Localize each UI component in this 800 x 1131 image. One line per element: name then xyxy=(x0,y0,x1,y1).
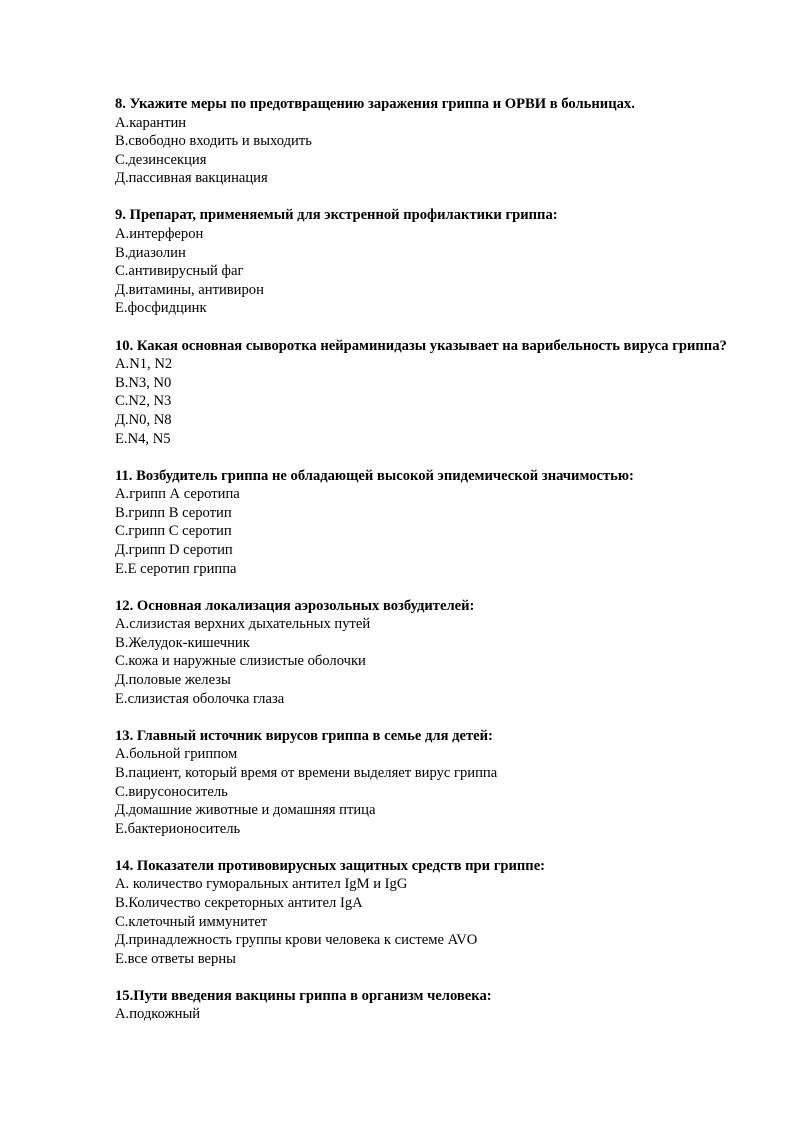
answer-option: Д.витамины, антивирон xyxy=(115,281,264,298)
answer-option: А.карантин xyxy=(115,114,187,131)
question-title: 9. Препарат, применяемый для экстренной профилактики гриппа: xyxy=(115,207,558,224)
answer-option: А.подкожный xyxy=(115,1006,201,1023)
answer-option: А.интерферон xyxy=(115,226,204,243)
answer-option: В.пациент, который время от времени выделяет вирус гриппа xyxy=(115,764,498,781)
question-11 xyxy=(115,467,745,579)
answer-option: Д.грипп D серотип xyxy=(115,541,233,558)
answer-option: А.слизистая верхних дыхательных путей xyxy=(115,616,371,633)
answer-option: С.антивирусный фаг xyxy=(115,263,244,280)
answer-option: В.грипп В серотип xyxy=(115,504,232,521)
answer-option: В.N3, N0 xyxy=(115,374,172,391)
answer-option: А. количество гуморальных антител IgM и IgG xyxy=(115,876,408,893)
question-10 xyxy=(115,337,745,449)
answer-option: Д.принадлежность группы крови человека к системе AVO xyxy=(115,932,478,949)
answer-option: С.клеточный иммунитет xyxy=(115,913,268,930)
answer-option: С.дезинсекция xyxy=(115,151,207,168)
answer-option: Е.Е серотип гриппа xyxy=(115,560,237,577)
question-title: 10. Какая основная сыворотка нейраминидазы указывает на варибельность вируса гриппа? xyxy=(115,337,727,354)
answer-option: Д.N0, N8 xyxy=(115,411,172,428)
answer-option: Е.слизистая оболочка глаза xyxy=(115,690,285,707)
question-14 xyxy=(115,857,745,969)
answer-option: С.вирусоноситель xyxy=(115,783,228,800)
question-title: 14. Показатели противовирусных защитных средств при гриппе: xyxy=(115,857,546,874)
question-title: 11. Возбудитель гриппа не обладающей высокой эпидемической значимостью: xyxy=(115,467,634,484)
answer-option: В.свободно входить и выходить xyxy=(115,133,312,150)
question-9 xyxy=(115,206,745,318)
answer-option: Е.бактерионоситель xyxy=(115,820,241,837)
answer-option: Д.половые железы xyxy=(115,672,231,689)
answer-option: Д.пассивная вакцинация xyxy=(115,170,268,187)
answer-option: С.N2, N3 xyxy=(115,393,172,410)
question-title: 13. Главный источник вирусов гриппа в семье для детей: xyxy=(115,727,493,744)
answer-option: Д.домашние животные и домашняя птица xyxy=(115,802,376,819)
document-page xyxy=(115,95,745,1043)
answer-option: С.кожа и наружные слизистые оболочки xyxy=(115,653,366,670)
question-title: 12. Основная локализация аэрозольных возбудителей: xyxy=(115,597,475,614)
answer-option: В.Желудок-кишечник xyxy=(115,634,250,651)
answer-option: А.больной гриппом xyxy=(115,746,238,763)
answer-option: А.грипп А серотипа xyxy=(115,486,240,503)
answer-option: А.N1, N2 xyxy=(115,356,173,373)
question-15 xyxy=(115,987,745,1024)
answer-option: Е.N4, N5 xyxy=(115,430,171,447)
answer-option: Е.фосфидцинк xyxy=(115,300,207,317)
question-12 xyxy=(115,597,745,709)
question-title: 15.Пути введения вакцины гриппа в организм человека: xyxy=(115,987,492,1004)
answer-option: В.диазолин xyxy=(115,244,186,261)
answer-option: Е.все ответы верны xyxy=(115,950,236,967)
question-13 xyxy=(115,727,745,839)
question-8 xyxy=(115,95,745,188)
answer-option: В.Количество секреторных антител IgA xyxy=(115,894,363,911)
answer-option: С.грипп С серотип xyxy=(115,523,232,540)
question-title: 8. Укажите меры по предотвращению заражения гриппа и ОРВИ в больницах. xyxy=(115,96,635,112)
